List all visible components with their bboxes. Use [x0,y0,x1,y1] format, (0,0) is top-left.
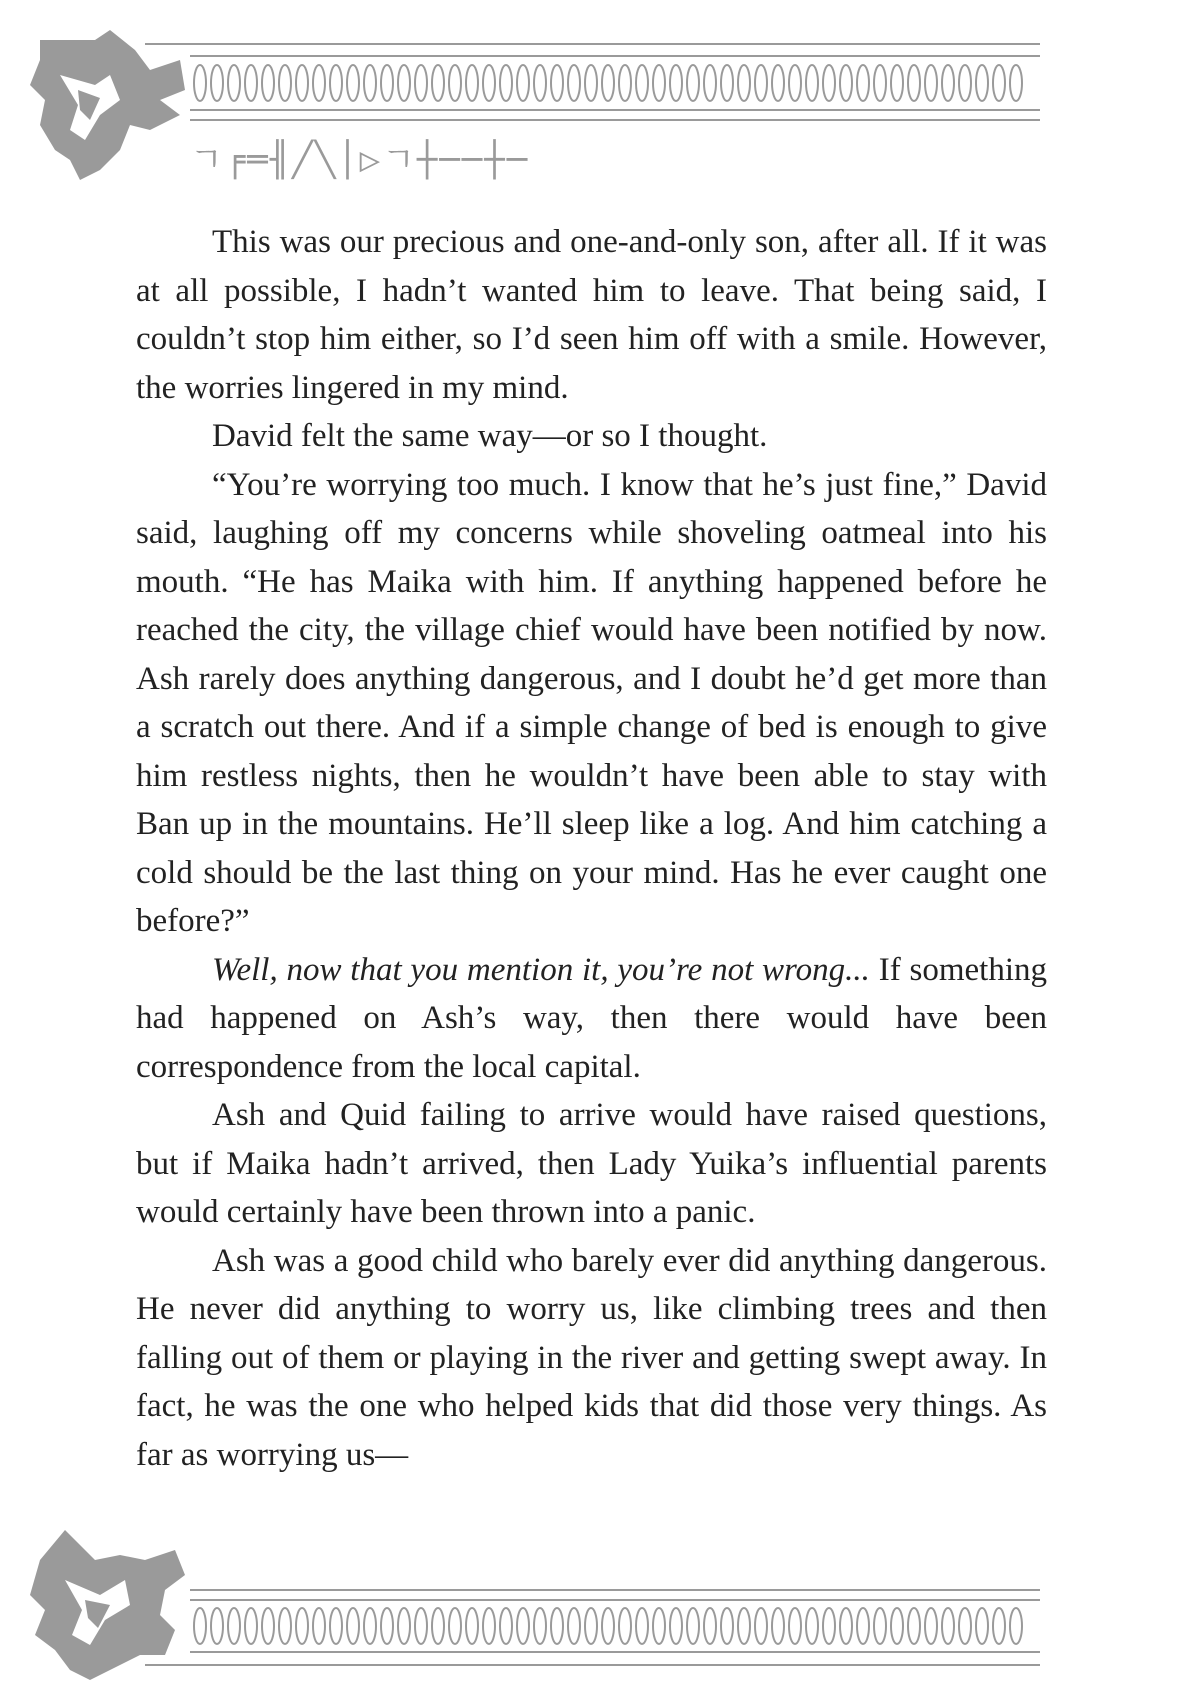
chain-link [704,65,716,101]
paragraph: Ash was a good child who barely ever did anything dangerous. He never did anything to worry us, like climbing trees and then falling out of them or playing in the river and getting swept away. In fact, he was the one who helped kids that did those very things. As far as worrying us— [136,1242,1047,1473]
chain-link [551,65,563,101]
corner-fleur-icon [30,30,185,180]
chain-link [840,65,852,101]
chain-link [534,65,546,101]
chain-link [670,65,682,101]
chain-link [364,1608,376,1644]
chain-link [483,65,495,101]
chain-link [789,65,801,101]
chain-link [313,65,325,101]
chain-link [959,1608,971,1644]
paragraph: “You’re worrying too much. I know that he’s just fine,” David said, laughing off my concerns while shoveling oatmeal into his mouth. “He has Maika with him. If anything happened before he reached the city, the village chief would have been notified by now. Ash rarely does anything dangerous, and I doubt he’d get more than a scratch out there. And if a simple change of bed is enough to give him restless nights, then he wouldn’t have been able to stay with Ban up in the mountains. He’ll sleep like a log. And him catching a cold should be the last thing on your mind. Has he ever caught one before?” [136,466,1047,939]
chain-link [449,65,461,101]
chain-link [568,1608,580,1644]
chain-link [789,1608,801,1644]
chain-link [823,65,835,101]
chain-link [959,65,971,101]
chain-link [755,1608,767,1644]
chain-link [551,1608,563,1644]
paragraph: Ash and Quid failing to arrive would have raised questions, but if Maika hadn’t arrived, then Lady Yuika’s influential parents would certainly have been thrown into a panic. [136,1097,1047,1230]
chain-link [296,1608,308,1644]
chain-link [483,1608,495,1644]
oval-chain-pattern [194,1608,1022,1644]
chain-link [347,1608,359,1644]
chain-link [806,65,818,101]
chain-link [891,1608,903,1644]
paragraph [136,946,1047,1092]
paragraph: This was our precious and one-and-only son, after all. If it was at all possible, I hadn’t wanted him to leave. That being said, I couldn’t stop him either, so I’d seen him off with a smile. However, the worries lingered in my mind. [136,224,1047,406]
chain-link [993,65,1005,101]
chain-link [517,1608,529,1644]
chain-link [925,65,937,101]
chain-link [466,65,478,101]
chain-link [772,65,784,101]
chain-link [806,1608,818,1644]
chain-link [721,65,733,101]
chain-link [330,1608,342,1644]
chain-link [874,1608,886,1644]
chain-link [364,65,376,101]
chain-link [687,65,699,101]
chain-link [415,65,427,101]
chain-link [908,1608,920,1644]
chain-link [874,65,886,101]
chain-link [653,65,665,101]
chain-link [381,65,393,101]
chain-link [942,65,954,101]
chain-link [1010,1608,1022,1644]
chain-link [245,1608,257,1644]
chain-link [466,1608,478,1644]
chain-link [500,65,512,101]
chain-link [840,1608,852,1644]
page-body-text [136,218,1047,1479]
chain-link [500,1608,512,1644]
chain-link [432,1608,444,1644]
chain-link [976,1608,988,1644]
paragraph-continuation: If something had happened on Ash’s way, then there would have been correspondence from the local capital. [136,951,1047,1085]
chain-link [228,1608,240,1644]
chain-link [534,1608,546,1644]
chain-link [398,65,410,101]
chain-link [619,65,631,101]
footer-ornament [0,1520,1200,1690]
chain-link [636,65,648,101]
chain-link [602,1608,614,1644]
chain-link [738,1608,750,1644]
paragraph: David felt the same way—or so I thought. [212,418,768,454]
chain-link [381,1608,393,1644]
chain-link [602,65,614,101]
chain-link [653,1608,665,1644]
chain-link [517,65,529,101]
chain-link [449,1608,461,1644]
italic-thought: Well, now that you mention it, you’re not wrong... [212,951,870,988]
chain-link [1010,65,1022,101]
chain-link [942,1608,954,1644]
chain-link [857,1608,869,1644]
chain-link [908,65,920,101]
footer-ornament-graphic [0,1520,1200,1690]
chain-link [755,65,767,101]
chain-link [721,1608,733,1644]
chain-link [891,65,903,101]
chain-link [432,65,444,101]
chain-link [670,1608,682,1644]
chain-link [211,65,223,101]
chain-link [245,65,257,101]
corner-fleur-icon [30,1530,185,1680]
chain-link [347,65,359,101]
chain-link [823,1608,835,1644]
chain-link [687,1608,699,1644]
chain-link [585,1608,597,1644]
oval-chain-pattern [194,65,1022,101]
decorative-script-glyphs: ㄱ╒═╢╱╲│▷ㄱ┼──┼─ [190,140,530,180]
header-ornament-graphic [0,30,1200,200]
chain-link [330,65,342,101]
chain-link [993,1608,1005,1644]
chain-link [415,1608,427,1644]
chain-link [398,1608,410,1644]
chain-link [925,1608,937,1644]
chain-link [857,65,869,101]
chain-link [619,1608,631,1644]
chain-link [585,65,597,101]
chain-link [568,65,580,101]
chain-link [704,1608,716,1644]
chain-link [296,65,308,101]
chain-link [211,1608,223,1644]
chain-link [313,1608,325,1644]
chain-link [772,1608,784,1644]
chain-link [194,65,206,101]
header-ornament [0,30,1200,200]
chain-link [279,65,291,101]
chain-link [279,1608,291,1644]
chain-link [262,65,274,101]
chain-link [636,1608,648,1644]
chain-link [738,65,750,101]
chain-link [976,65,988,101]
chain-link [262,1608,274,1644]
chain-link [228,65,240,101]
chain-link [194,1608,206,1644]
